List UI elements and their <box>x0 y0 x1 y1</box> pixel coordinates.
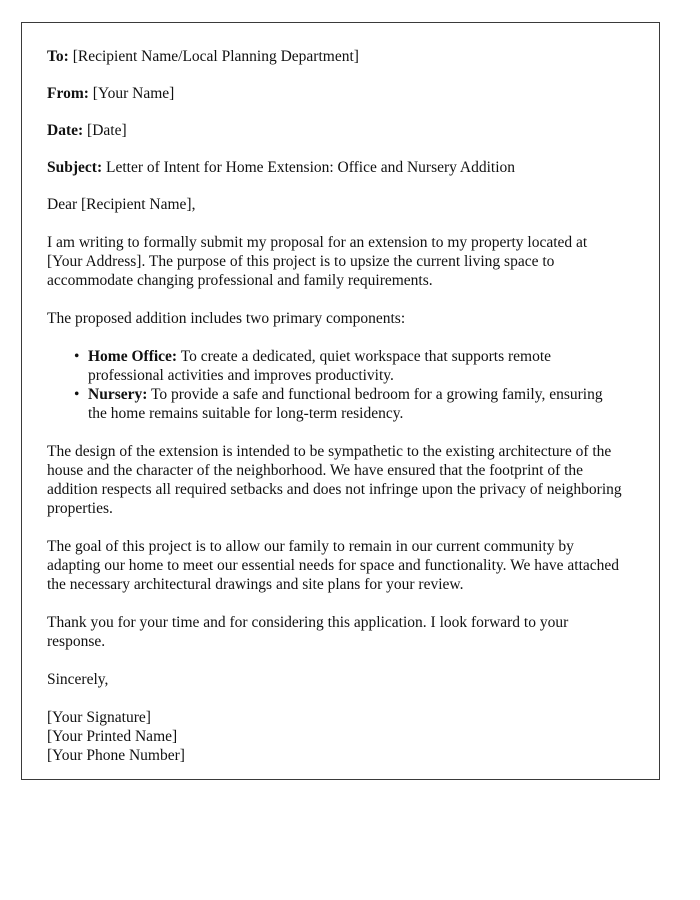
header-value-subject: Letter of Intent for Home Extension: Office and Nursery Addition <box>105 159 516 176</box>
component-text-nursery: To provide a safe and functional bedroom for a growing family, ensuring the home remains suitable for long-term residency. <box>88 386 603 422</box>
paragraph-design: The design of the extension is intended to be sympathetic to the existing architecture of the house and the character of the neighborhood. We have ensured that the footprint of the addition respects all required setbacks and does not infringe upon the privacy of neighboring properties. <box>47 443 622 517</box>
components-list <box>47 347 623 423</box>
list-item <box>88 385 623 423</box>
header-label-subject: Subject: <box>47 159 103 176</box>
letter-page <box>21 22 660 780</box>
component-lead-nursery: Nursery: <box>88 386 148 403</box>
header-value-date: [Date] <box>87 122 127 139</box>
paragraph-goal: The goal of this project is to allow our family to remain in our current community by adapting our home to meet our essential needs for space and functionality. We have attached the necessary architectural drawings and site plans for your review. <box>47 538 620 593</box>
header-label-date: Date: <box>47 122 84 139</box>
salutation: Dear [Recipient Name], <box>47 196 196 213</box>
signature-line-signature: [Your Signature] <box>47 709 151 726</box>
letter-content <box>22 23 659 765</box>
letter-header-block <box>47 47 623 177</box>
header-line-subject <box>47 158 623 177</box>
signature-line-printed-name: [Your Printed Name] <box>47 728 178 745</box>
header-label-from: From: <box>47 85 89 102</box>
component-lead-home-office: Home Office: <box>88 348 178 365</box>
paragraph-components-lead: The proposed addition includes two primary components: <box>47 310 406 327</box>
header-value-from: [Your Name] <box>92 85 175 102</box>
signature-line-phone-number: [Your Phone Number] <box>47 747 185 764</box>
header-value-to: [Recipient Name/Local Planning Department] <box>72 48 359 65</box>
paragraph-thanks: Thank you for your time and for considering this application. I look forward to your response. <box>47 614 569 650</box>
signature-block <box>47 708 623 765</box>
paragraph-intro: I am writing to formally submit my proposal for an extension to my property located at [Your Address]. The purpose of this project is to upsize the current living space to accommodate changing professional and family requirements. <box>47 234 588 289</box>
closing-line: Sincerely, <box>47 671 109 688</box>
header-label-to: To: <box>47 48 69 65</box>
component-text-home-office: To create a dedicated, quiet workspace that supports remote professional activities and improves productivity. <box>88 348 552 384</box>
list-item <box>88 347 623 385</box>
header-line-from <box>47 84 623 103</box>
header-line-to <box>47 47 623 66</box>
header-line-date <box>47 121 623 140</box>
